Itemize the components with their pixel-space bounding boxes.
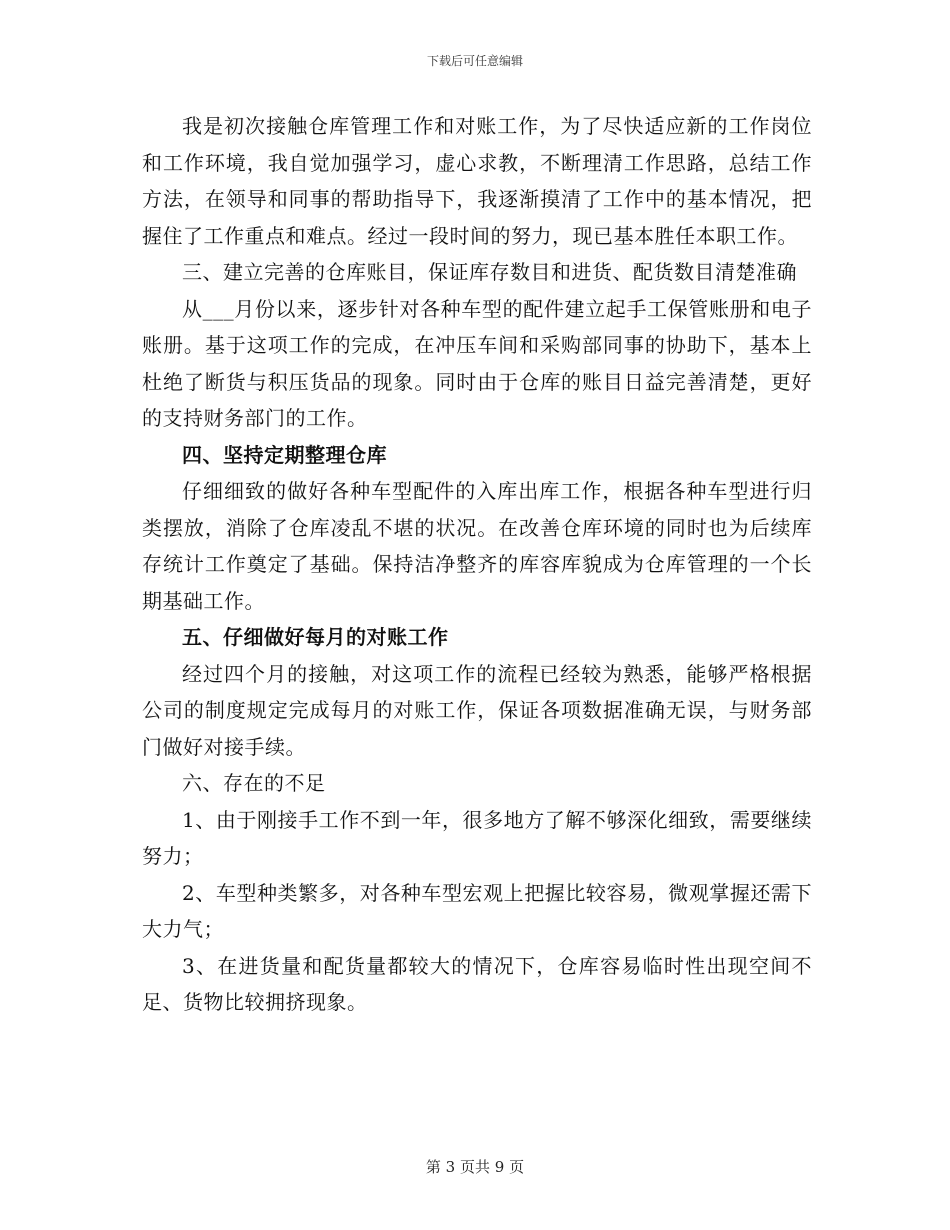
section-heading-6: 六、存在的不足 (182, 771, 326, 795)
paragraph-intro: 我是初次接触仓库管理工作和对账工作，为了尽快适应新的工作岗位和工作环境，我自觉加强学习，虚心求教，不断理清工作思路，总结工作方法，在领导和同事的帮助指导下，我逐渐摸清了工作中的基本情况，把握住了工作重点和难点。经过一段时间的努力，现已基本胜任本职工作。 (142, 114, 812, 248)
page-header: 下载后可任意编辑 (426, 54, 523, 68)
list-item-2: 2、车型种类繁多，对各种车型宏观上把握比较容易，微观掌握还需下大力气； (142, 880, 812, 941)
paragraph-section-4: 仔细细致的做好各种车型配件的入库出库工作，根据各种车型进行归类摆放，消除了仓库凌乱不堪的状况。在改善仓库环境的同时也为后续库存统计工作奠定了基础。保持洁净整齐的库容库貌成为仓库管理的一个长期基础工作。 (142, 479, 812, 613)
section-heading-4: 四、坚持定期整理仓库 (182, 442, 387, 467)
document-body (142, 108, 812, 1021)
paragraph-section-3: 从___月份以来，逐步针对各种车型的配件建立起手工保管账册和电子账册。基于这项工作的完成，在冲压车间和采购部同事的协助下，基本上杜绝了断货与积压货品的现象。同时由于仓库的账目日益完善清楚，更好的支持财务部门的工作。 (142, 296, 812, 430)
section-heading-5: 五、仔细做好每月的对账工作 (182, 625, 449, 649)
section-heading-3: 三、建立完善的仓库账目，保证库存数目和进货、配货数目清楚准确 (182, 260, 797, 284)
page-footer: 第 3 页共 9 页 (425, 1158, 525, 1176)
list-item-1: 1、由于刚接手工作不到一年，很多地方了解不够深化细致，需要继续努力； (142, 807, 812, 868)
list-item-3: 3、在进货量和配货量都较大的情况下，仓库容易临时性出现空间不足、货物比较拥挤现象。 (142, 953, 812, 1014)
paragraph-section-5: 经过四个月的接触，对这项工作的流程已经较为熟悉，能够严格根据公司的制度规定完成每月的对账工作，保证各项数据准确无误，与财务部门做好对接手续。 (142, 661, 812, 759)
